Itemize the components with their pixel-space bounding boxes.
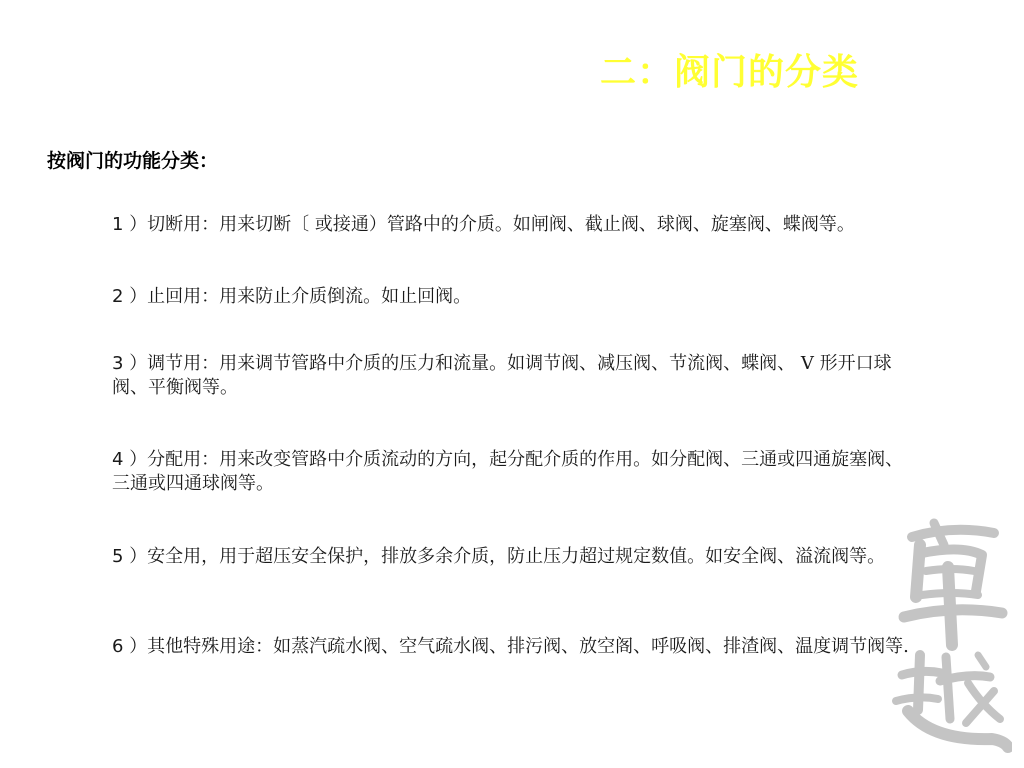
list-item-2 bbox=[112, 285, 912, 309]
item-number: 6 bbox=[112, 636, 130, 657]
section-heading: 按阀门的功能分类： bbox=[47, 150, 219, 172]
item-text: ）调节用：用来调节管路中介质的压力和流量。如调节阀、减压阀、节流阀、蝶阀、 V 形开口球阀、平衡阀等。 bbox=[112, 353, 892, 398]
list-item-5 bbox=[112, 545, 912, 569]
item-number: 5 bbox=[112, 546, 130, 567]
list-item-6 bbox=[112, 635, 912, 659]
item-text: ）安全用，用于超压安全保护，排放多余介质，防止压力超过规定数值。如安全阀、溢流阀等。 bbox=[129, 546, 886, 567]
item-text: ）止回用：用来防止介质倒流。如止回阀。 bbox=[129, 286, 472, 307]
item-number: 3 bbox=[112, 353, 130, 374]
item-number: 1 bbox=[112, 214, 130, 235]
list-item-4 bbox=[112, 448, 912, 496]
slide-title: 二：阀门的分类 bbox=[600, 52, 860, 93]
list-item-1 bbox=[112, 213, 912, 237]
item-text: ）其他特殊用途：如蒸汽疏水阀、空气疏水阀、排污阀、放空阁、呼吸阀、排渣阀、温度调节阀等. bbox=[129, 636, 909, 657]
item-number: 4 bbox=[112, 449, 130, 470]
item-text: ）分配用：用来改变管路中介质流动的方向，起分配介质的作用。如分配阀、三通或四通旋塞阀、三通或四通球阀等。 bbox=[112, 449, 904, 494]
calligraphy-watermark-logo bbox=[882, 505, 1012, 755]
list-item-3 bbox=[112, 352, 912, 400]
item-number: 2 bbox=[112, 286, 130, 307]
item-text: ）切断用：用来切断〔 或接通）管路中的介质。如闸阀、截止阀、球阀、旋塞阀、蝶阀等。 bbox=[129, 214, 855, 235]
